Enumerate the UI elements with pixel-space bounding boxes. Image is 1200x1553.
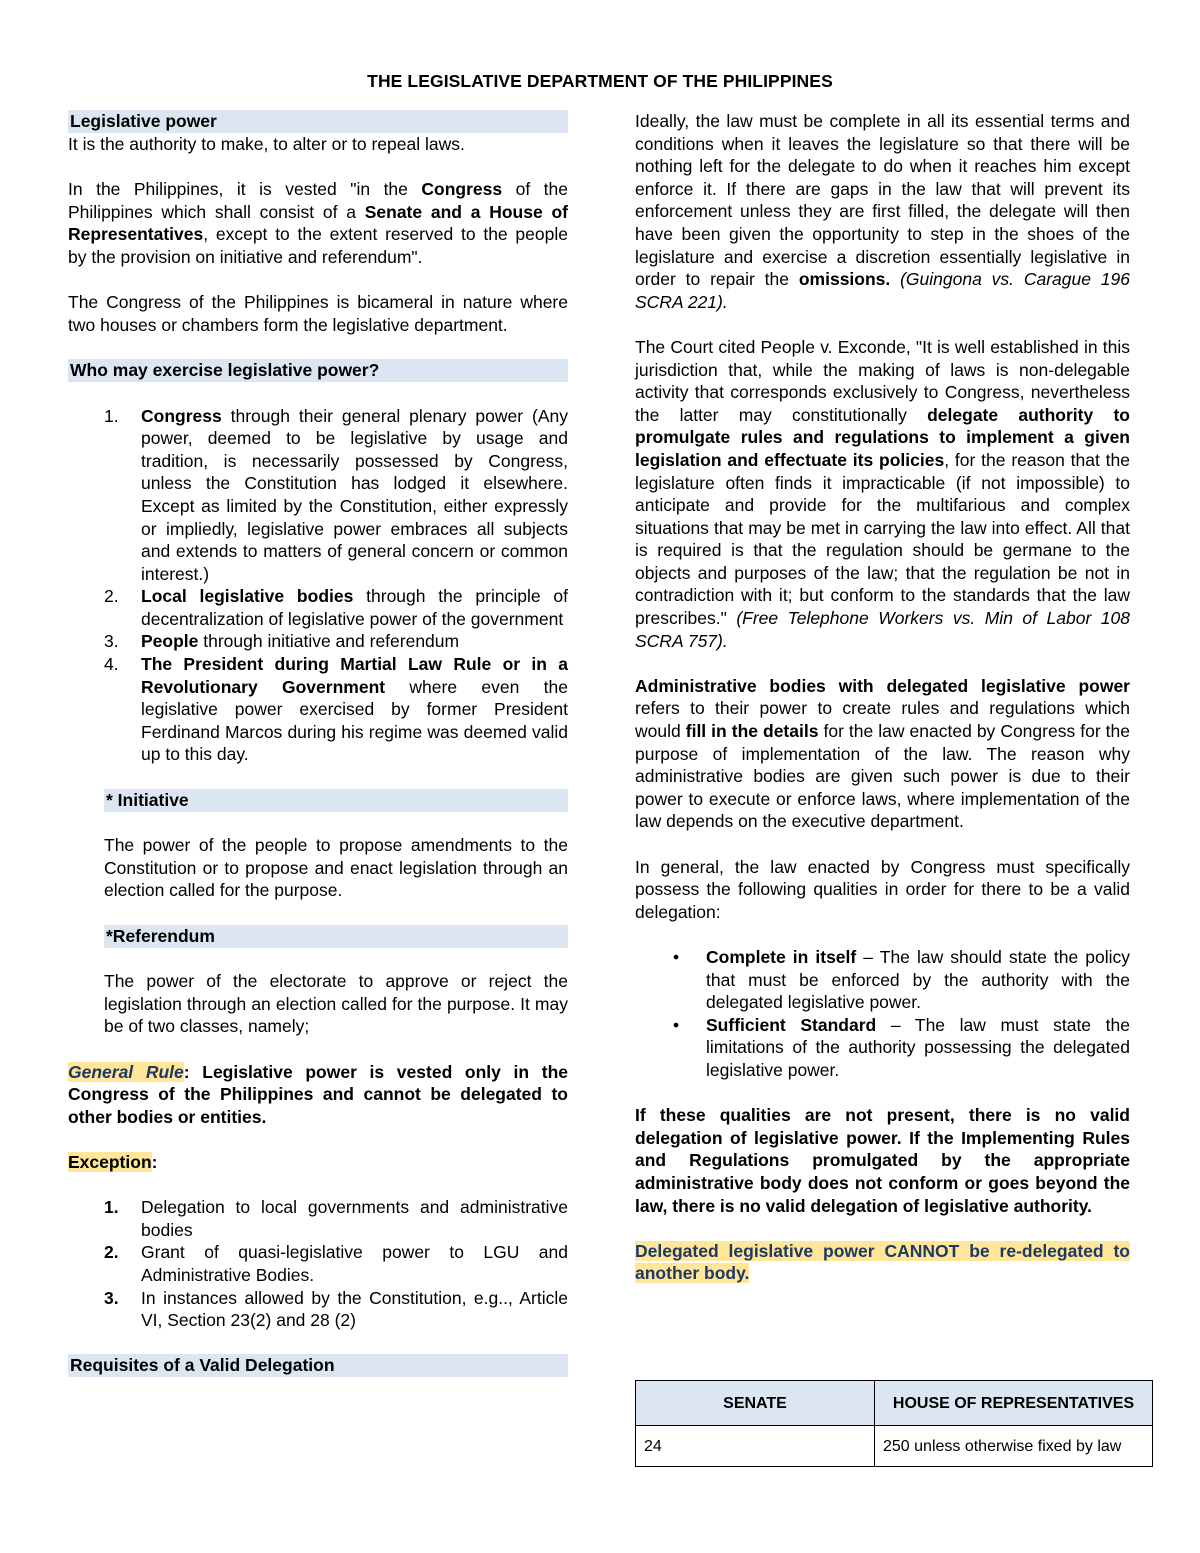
senate-house-table [635, 1380, 1153, 1467]
who-list [68, 405, 568, 767]
general-rule-label: General Rule [68, 1061, 184, 1082]
subheading-referendum: *Referendum [104, 925, 568, 948]
table-row [636, 1426, 1153, 1467]
right-column [635, 110, 1130, 1285]
table-cell: 250 unless otherwise fixed by law [875, 1426, 1153, 1467]
court-paragraph: The Court cited People v. Exconde, "It is well established in this jurisdiction that, while the making of laws is non-delegable activity that corresponds exclusively to Congress, nevertheless the latter may constitutionally delegate authority to promulgate rules and regulations to implement a given legislation and effectuate its policies, for the reason that the legislature often finds it impracticable (if not impossible) to anticipate and provide for the multifarious and complex situations that may be met in carrying the law into effect. All that is required is that the regulation should be germane to the objects and purposes of the law; that the regulation be not in contradiction with it; but conform to the standards that the law prescribes." (Free Telephone Workers vs. Min of Labor 108 SCRA 757). [635, 336, 1130, 651]
bicameral-paragraph: The Congress of the Philippines is bicameral in nature where two houses or chambers form the legislative department. [68, 292, 568, 335]
list-item: 1. Delegation to local governments and administrative bodies [104, 1197, 568, 1240]
table-header: HOUSE OF REPRESENTATIVES [875, 1381, 1153, 1426]
exception-heading: Exception: [68, 1151, 158, 1172]
qualities-list [635, 946, 1130, 1082]
exception-list [68, 1196, 568, 1332]
list-item: 3. In instances allowed by the Constitution, e.g.., Article VI, Section 23(2) and 28 (2) [104, 1287, 568, 1331]
list-item: 4. The President during Martial Law Rule or in a Revolutionary Government where even the legislative power exercised by former President Ferdinand Marcos during his regime was deemed valid up to this day. [104, 654, 568, 765]
admin-paragraph: Administrative bodies with delegated legislative power refers to their power to create rules and regulations which would fill in the details for the law enacted by Congress for the purpose of implementation of the law. The reason why administrative bodies are given such power is due to their power to execute or enforce laws, where implementation of the law depends on the executive department. [635, 675, 1130, 832]
list-item: 2. Grant of quasi-legislative power to LGU and Administrative Bodies. [104, 1242, 568, 1285]
subheading-initiative: * Initiative [104, 789, 568, 812]
referendum-text: The power of the electorate to approve or reject the legislation through an election called for the purpose. It may be of two classes, namely; [104, 971, 568, 1037]
left-column [68, 110, 568, 1377]
bullet-icon: • [673, 1014, 680, 1035]
list-item: • Complete in itself – The law should state the policy that must be enforced by the authority with the delegated legislative power. [673, 946, 1130, 1013]
list-item: 2. Local legislative bodies through the principle of decentralization of legislative power of the government [104, 586, 568, 629]
general-qualities-paragraph: In general, the law enacted by Congress must specifically possess the following qualities in order for there to be a valid delegation: [635, 856, 1130, 922]
general-rule: General Rule: Legislative power is vested only in the Congress of the Philippines and cannot be delegated to other bodies or entities. [68, 1061, 569, 1127]
section-heading-who-may-exercise: Who may exercise legislative power? [68, 359, 568, 382]
table-cell: 24 [636, 1426, 875, 1467]
list-item: 1. Congress through their general plenary power (Any power, deemed to be legislative by usage and tradition, is necessarily possessed by Congress, unless the Constitution has lodged it elsewhere. Except as limited by the Constitution, either expressly or impliedly, legislative power embraces all subjects and extends to matters of general concern or common interest.) [104, 405, 568, 584]
redelegate-note: Delegated legislative power CANNOT be re-delegated to another body. [635, 1240, 1130, 1284]
table-header: SENATE [636, 1381, 875, 1426]
table-header-row [636, 1381, 1153, 1426]
definition-text: It is the authority to make, to alter or to repeal laws. [68, 134, 465, 154]
page-title: THE LEGISLATIVE DEPARTMENT OF THE PHILIPPINES [367, 71, 833, 91]
section-heading-requisites: Requisites of a Valid Delegation [68, 1354, 568, 1377]
initiative-text: The power of the people to propose amendments to the Constitution or to propose and enact legislation through an election called for the purpose. [104, 835, 568, 901]
list-item: 3. People through initiative and referendum [104, 631, 460, 652]
vested-paragraph: In the Philippines, it is vested "in the Congress of the Philippines which shall consist of a Senate and a House of Representatives, except to the extent reserved to the people by the provision on initiative and referendum". [68, 179, 568, 267]
no-valid-delegation-paragraph: If these qualities are not present, there is no valid delegation of legislative power. If the Implementing Rules and Regulations promulgated by the appropriate administrative body does not conform or goes beyond the law, there is no valid delegation of legislative authority. [635, 1105, 1130, 1216]
section-heading-legislative-power: Legislative power [68, 110, 568, 133]
bullet-icon: • [673, 946, 680, 967]
list-item: • Sufficient Standard – The law must state the limitations of the authority possessing the delegated legislative power. [673, 1014, 1130, 1080]
ideal-paragraph: Ideally, the law must be complete in all its essential terms and conditions when it leaves the legislature so that there will be nothing left for the delegate to do when it reaches him except enforce it. If there are gaps in the law that will prevent its enforcement unless they are first filled, the delegate will then have been given the opportunity to step in the shoes of the legislature and exercise a discretion essentially legislative in order to repair the omissions. (Guingona vs. Carague 196 SCRA 221). [635, 111, 1131, 312]
